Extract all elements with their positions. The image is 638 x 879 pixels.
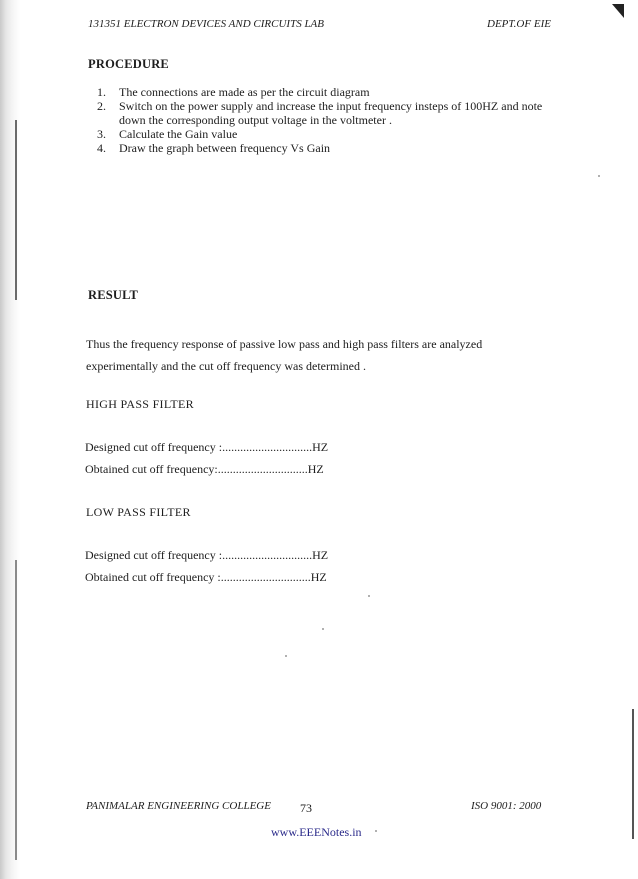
scan-speck	[285, 655, 287, 657]
step-text: Switch on the power supply and increase the input frequency insteps of 100HZ and note down the corresponding output voltage in the voltmeter .	[119, 99, 543, 127]
procedure-step	[97, 99, 567, 127]
footer-iso: ISO 9001: 2000	[471, 800, 542, 812]
low-pass-title: LOW PASS FILTER	[86, 505, 191, 519]
procedure-heading: PROCEDURE	[88, 57, 169, 71]
website-link[interactable]: www.EEENotes.in	[271, 825, 362, 839]
step-text: Draw the graph between frequency Vs Gain	[119, 141, 331, 155]
result-heading: RESULT	[88, 288, 139, 302]
footer-college: PANIMALAR ENGINEERING COLLEGE	[86, 800, 271, 812]
scan-speck	[322, 628, 324, 630]
procedure-step	[97, 141, 567, 155]
step-number: 4.	[97, 141, 106, 155]
scan-speck	[598, 175, 600, 177]
step-text: The connections are made as per the circuit diagram	[119, 85, 370, 99]
step-number: 2.	[97, 99, 106, 113]
header-course-title: 131351 ELECTRON DEVICES AND CIRCUITS LAB	[88, 18, 325, 30]
binder-mark	[15, 120, 17, 300]
scan-edge-right	[632, 709, 634, 839]
high-pass-title: HIGH PASS FILTER	[86, 397, 194, 411]
header-department: DEPT.OF EIE	[487, 18, 551, 30]
step-number: 3.	[97, 127, 106, 141]
procedure-step	[97, 85, 567, 99]
result-text: Thus the frequency response of passive low pass and high pass filters are analyzed experimentally and the cut off frequency was determined .	[86, 337, 483, 373]
low-pass-obtained-cutoff: Obtained cut off frequency :..............................HZ	[85, 570, 327, 584]
high-pass-obtained-cutoff: Obtained cut off frequency:..............................HZ	[85, 462, 324, 476]
scan-edge	[0, 0, 20, 879]
procedure-step	[97, 127, 567, 141]
high-pass-designed-cutoff: Designed cut off frequency :..............................HZ	[85, 440, 329, 454]
procedure-steps	[97, 85, 567, 155]
low-pass-designed-cutoff: Designed cut off frequency :..............................HZ	[85, 548, 329, 562]
binder-mark-lower	[15, 560, 17, 860]
page-number: 73	[300, 801, 312, 815]
scan-speck	[368, 595, 370, 597]
scan-speck	[375, 830, 377, 832]
step-number: 1.	[97, 85, 106, 99]
step-text: Calculate the Gain value	[119, 127, 238, 141]
corner-fold-mark	[612, 4, 624, 18]
